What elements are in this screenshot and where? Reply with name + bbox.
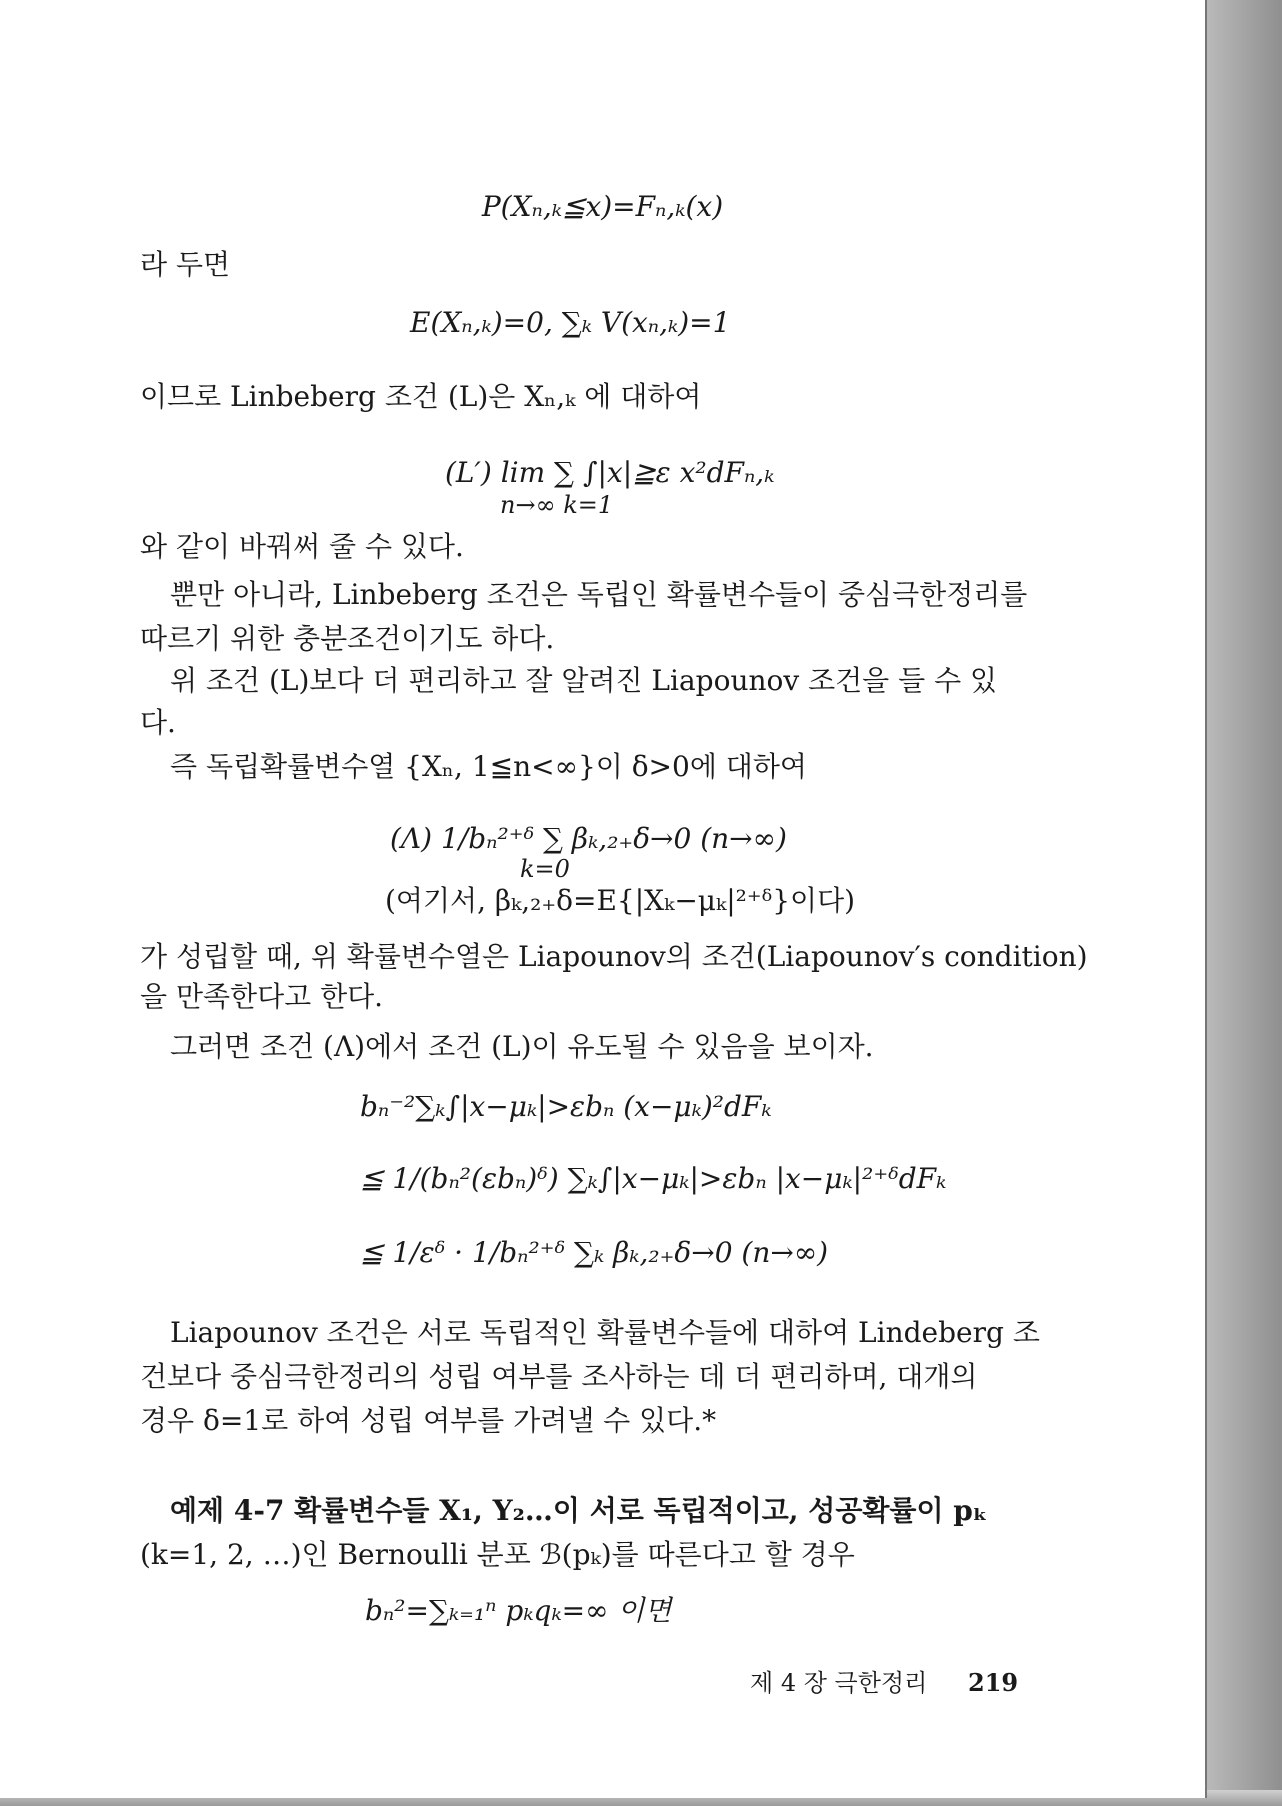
text-line: 을 만족한다고 한다.: [140, 980, 384, 1013]
equation-variance-sum: bₙ²=∑ₖ₌₁ⁿ pₖqₖ=∞ 이면: [365, 1594, 672, 1627]
text-line: 위 조건 (L)보다 더 편리하고 잘 알려진 Liapounov 조건을 들 수 있: [170, 664, 998, 697]
equation-expectation: E(Xₙ,ₖ)=0, ∑ₖ V(xₙ,ₖ)=1: [410, 306, 731, 339]
text-line: 와 같이 바꿔써 줄 수 있다.: [140, 530, 464, 563]
equation-lindeberg-condition: (L′) lim ∑ ∫|x|≧ε x²dFₙ,ₖ: [445, 456, 775, 489]
text-line: 즉 독립확률변수열 {Xₙ, 1≦n<∞}이 δ>0에 대하여: [170, 750, 807, 783]
text-line: 이므로 Linbeberg 조건 (L)은 Xₙ,ₖ 에 대하여: [140, 380, 702, 413]
text-line: Liapounov 조건은 서로 독립적인 확률변수들에 대하여 Lindeberg 조: [170, 1316, 1040, 1349]
running-footer-chapter: 제 4 장 극한정리: [750, 1669, 928, 1697]
equation-proof-step-3: ≦ 1/εᵟ · 1/bₙ²⁺ᵟ ∑ₖ βₖ,₂₊δ→0 (n→∞): [360, 1236, 829, 1269]
text-line: 건보다 중심극한정리의 성립 여부를 조사하는 데 더 편리하며, 대개의: [140, 1360, 978, 1393]
text-line: 그러면 조건 (Λ)에서 조건 (L)이 유도될 수 있음을 보이자.: [170, 1030, 874, 1063]
equation-limit-subscript: n→∞ k=1: [500, 491, 614, 519]
equation-sum-subscript: k=0: [520, 855, 570, 883]
text-line: 따르기 위한 충분조건이기도 하다.: [140, 622, 555, 655]
text-line: (k=1, 2, …)인 Bernoulli 분포 ℬ(pₖ)를 따른다고 할 경우: [140, 1538, 855, 1571]
equation-proof-step-2: ≦ 1/(bₙ²(εbₙ)ᵟ) ∑ₖ∫|x−μₖ|>εbₙ |x−μₖ|²⁺ᵟdFₖ: [360, 1162, 947, 1195]
page-edge-shadow: [1200, 0, 1282, 1806]
equation-beta-definition: (여기서, βₖ,₂₊δ=E{|Xₖ−μₖ|²⁺ᵟ}이다): [385, 884, 856, 917]
equation-proof-step-1: bₙ⁻²∑ₖ∫|x−μₖ|>εbₙ (x−μₖ)²dFₖ: [360, 1090, 772, 1123]
example-heading: 예제 4-7 확률변수들 X₁, Y₂…이 서로 독립적이고, 성공확률이 pₖ: [170, 1494, 988, 1527]
equation-distribution: P(Xₙ,ₖ≦x)=Fₙ,ₖ(x): [481, 190, 724, 223]
text-line: 뿐만 아니라, Linbeberg 조건은 독립인 확률변수들이 중심극한정리를: [170, 578, 1028, 611]
text-line: 경우 δ=1로 하여 성립 여부를 가려낼 수 있다.*: [140, 1404, 717, 1437]
equation-liapounov-condition: (Λ) 1/bₙ²⁺ᵟ ∑ βₖ,₂₊δ→0 (n→∞): [390, 822, 787, 855]
text-line: 다.: [140, 706, 176, 739]
page-number: 219: [968, 1668, 1019, 1697]
text-line: 가 성립할 때, 위 확률변수열은 Liapounov의 조건(Liapounov′s condition): [140, 940, 1088, 973]
text-line: 라 두면: [140, 248, 231, 281]
